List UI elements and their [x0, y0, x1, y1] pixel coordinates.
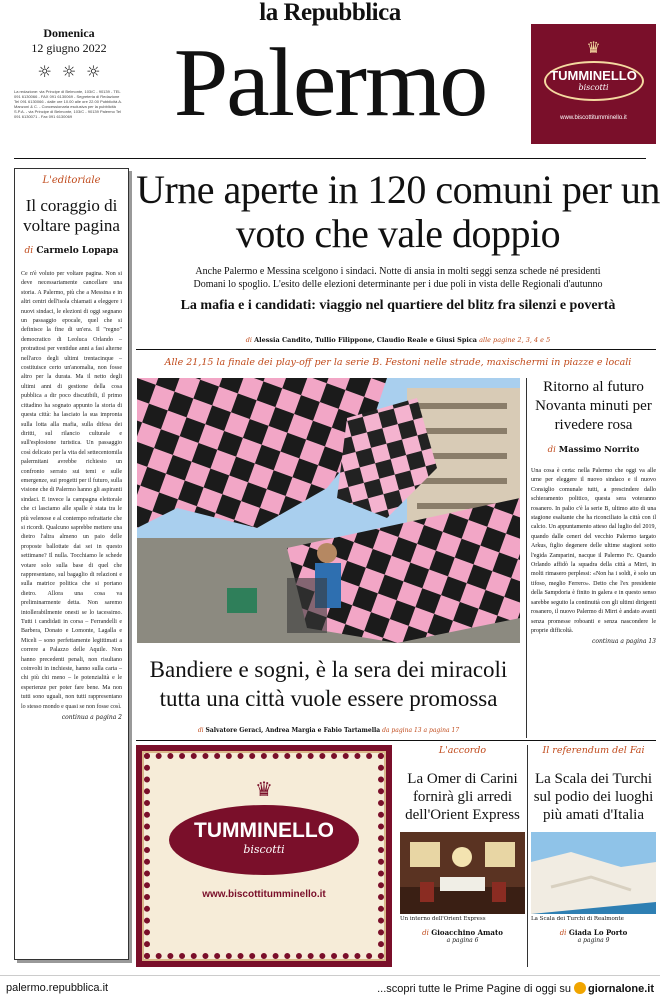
footer-promo-site[interactable]: giornalone.it — [588, 983, 654, 995]
ad-brand: TUMMINELLO — [194, 819, 334, 842]
ad-brand: TUMMINELLO — [550, 68, 637, 83]
byline-pages: da pagina 13 a pagina 17 — [382, 727, 460, 734]
edition-title: Palermo — [173, 29, 487, 137]
box-title[interactable]: La Scala dei Turchi sul podio dei luoghi più amati d'Italia — [533, 771, 654, 823]
lead-summary-2: Domani lo spoglio. L'esito delle elezioni determinante per i due poli in vista delle Regionali d'autunno — [193, 279, 603, 290]
ad-bottom-tumminello[interactable] — [136, 745, 392, 967]
ad-sub: biscotti — [578, 83, 609, 92]
sun-icon: ☼ — [37, 62, 52, 81]
box-accordo — [400, 745, 525, 944]
byline-names: Salvatore Geraci, Andrea Margia e Fabio Tartamella — [205, 727, 381, 734]
lead-byline — [136, 336, 660, 344]
editorial-column — [14, 168, 129, 960]
lead-summary-1: Anche Palermo e Messina scelgono i sindaci. Notte di ansia in molti seggi senza schede né presidenti — [195, 266, 601, 277]
author-name: Giada Lo Porto — [568, 928, 628, 937]
sidebar-author — [531, 445, 656, 455]
flags-illustration — [137, 378, 520, 643]
author-name: Gioacchino Amato — [431, 928, 503, 937]
ad-logo — [169, 805, 359, 875]
box-page[interactable]: a pagina 6 — [446, 937, 479, 944]
scala-dei-turchi-photo[interactable] — [531, 832, 656, 914]
footer-bar — [0, 975, 660, 1000]
author-name: Carmelo Lopapa — [36, 246, 119, 256]
box-author — [531, 928, 656, 937]
box-caption: Un interno dell'Orient Express — [400, 916, 486, 922]
editorial-continues[interactable]: continua a pagina 2 — [61, 714, 122, 722]
paper-name: la Repubblica — [259, 0, 401, 26]
ad-frame — [144, 753, 384, 959]
byline-prefix: di — [197, 727, 204, 734]
weather-row — [14, 62, 124, 81]
redazione-smallprint: La redazione: via Principe di Belmonte, 103/C - 90139 - TEL 091 6130066 - FAX 091 6130069 - Segreteria di Redazione Tel 091 6130066 - dalle ore 10.00 alle ore 22.00 Pubblicità A. Manzoni & C. - Concessionaria esclusiva per la pubblicità S.P.A. - via Principe di Belmonte, 103/C - 90139 Palermo Tel 091 6130071 - Fax 091 6130069 — [14, 89, 123, 119]
box-kicker: Il referendum del Fai — [542, 745, 645, 756]
main-photo-flags[interactable] — [137, 378, 520, 643]
ad-top-tumminello[interactable] — [531, 24, 656, 144]
author-prefix: di — [559, 929, 567, 937]
train-interior-illustration — [400, 832, 525, 914]
sidebar-story — [531, 378, 656, 645]
date-label: 12 giugno 2022 — [31, 41, 107, 55]
author-name: Massimo Norrito — [558, 445, 640, 455]
sidebar-continues[interactable]: continua a pagina 13 — [591, 638, 656, 646]
ad-url[interactable]: www.biscottitumminello.it — [560, 115, 627, 121]
orient-express-photo[interactable] — [400, 832, 525, 914]
crown-icon: ♛ — [586, 38, 601, 57]
photo-column-divider — [526, 378, 527, 738]
author-prefix: di — [24, 246, 34, 256]
footer-promo[interactable] — [377, 982, 654, 994]
sidebar-body: Una cosa è certa: nella Palermo che oggi va alle urne per eleggere il nuovo sindaco e il nuovo Consiglio comunale tutti, a prescindere dallo schieramento politico, questa sera voteranno rosanero. In palio c'è la serie B, ultimo atto di una stagione esaltante che ha riconciliato la città con il calcio. Un appuntamento atteso dal luglio del 2019, quando dalle ceneri del vecchio Palermo targato Arkus, figlio degenere delle ultime stagioni sotto l'egida Zamparini, nacque il Palermo Fc. Quando Orlando affidò la squadra della città a Mirri, in molti rimasero perplessi: «Non ha i soldi, è solo un tifoso, meglio Ferrero». Detto che l'ex presidente della Sampdoria è finito in galera e in questo senso sarebbe seguito la continuità con gli ultimi dirigenti rosanero, il nuovo Palermo di Mirri è andato avanti senza promesse roboanti e senza nascondere le proprie difficoltà. — [531, 468, 656, 634]
bottom-divider — [136, 740, 656, 741]
ad-sub: biscotti — [243, 843, 285, 856]
cliff-illustration — [531, 832, 656, 914]
editorial-author — [21, 246, 122, 256]
day-label: Domenica — [43, 26, 95, 40]
byline-names: Alessia Candito, Tullio Filippone, Claudio Reale e Giusi Spica — [254, 336, 478, 344]
lead-divider — [136, 349, 656, 350]
ad-logo — [544, 61, 644, 101]
photo-headline[interactable]: Bandiere e sogni, è la sera dei miracoli tutta una città vuole essere promossa — [149, 657, 508, 711]
editorial-kicker: L'editoriale — [42, 175, 101, 186]
byline-prefix: di — [245, 336, 253, 344]
ad-url[interactable]: www.biscottitumminello.it — [202, 889, 326, 900]
editorial-body: Ce n'è voluto per voltare pagina. Non si deve necessariamente cancellare una storia. A Palermo, più che a Messina e in altri centri dell'isola chiamati a eleggere i nuovi sindaci, le elezioni di oggi segnano un passaggio epocale, quel che si definisce la fine di un'era. Il "regno" democratico di Leoluca Orlando – protrattosi per ventidue anni a fasi alterne nell'arco degli ultimi trentacinque – costituisce certo un'anomalia, non fosse altro per la durata. Ma il netto degli ultimi anni di gestione della cosa pubblica a dir poco discutibili, il primo cittadino ha sognato appunto la storia di questa città: ha lasciato la sua impronta sulla lotta alla mafia, sulla difesa dei diritti, sul rilancio culturale e sull'esplosione turistica. Un passaggio così delicato per la vita del settecentomila palermitani avrebbe richiesto un confronto serrato sui temi e sulle emergenze, sui progetti per il futuro, sulla visione che di Palermo hanno gli aspiranti sindaci. E invece la campagna elettorale che ci lasciamo alle spalle è stata tra le più velenose e al contempo refrattarie che si ricordi. Qualcuno saprebbe mettere una dietro l'altra almeno un paio delle proposte ballottate dai sei in questo settimane? Il nulla. Tocchiamo le schede votare solo sulla base di quel che rappresentano, sul bagaglio di relazioni e sulla matrice politica che si portano dietro. Allora una cosa va preliminarmente detta. Non saremo intollerabilmente onesti se lo tacessimo. Tutti i candidati in corsa – Ferrandelli e Barbera, Donato e Lomonte, Lagalla e Miceli – sono perfettamente legittimati a correre a Palazzo delle Aquile. Non hanno precedenti penali, non risultano coinvolti in inchieste, hanno sulla carta – chi più chi meno – le potenzialità e le esperienze per poter fare bene. Ma non tutti sono uguali, non tutti rappresentano lo stesso mondo e quasi se non fosse così. — [21, 271, 122, 710]
footer-site-link[interactable]: palermo.repubblica.it — [6, 982, 109, 994]
sun-icon: ☼ — [61, 62, 77, 81]
box-title[interactable]: La Omer di Carini fornirà gli arredi dell'Orient Express — [405, 771, 520, 823]
footer-promo-text: ...scopri tutte le Prime Pagine di oggi su — [377, 983, 571, 995]
masthead-divider — [14, 158, 646, 159]
box-divider — [527, 745, 528, 967]
date-weather-box — [14, 26, 124, 156]
editorial-title[interactable]: Il coraggio di voltare pagina — [23, 196, 120, 235]
sidebar-title[interactable]: Ritorno al futuro Novanta minuti per rivedere rosa — [535, 379, 652, 433]
byline-pages: alle pagine 2, 3, 4 e 5 — [479, 336, 551, 344]
lead-headline[interactable]: Urne aperte in 120 comuni per un voto che vale doppio — [136, 167, 660, 256]
box-author — [400, 928, 525, 937]
sun-icon: ☼ — [86, 62, 101, 81]
masthead-paper — [0, 0, 660, 26]
box-caption: La Scala dei Turchi di Realmonte — [531, 916, 624, 922]
box-page[interactable]: a pagina 9 — [577, 937, 610, 944]
lead-summary — [136, 265, 660, 291]
photo-kicker: Alle 21,15 la finale dei play-off per la serie B. Festoni nelle strade, maxischermi in piazze e locali — [164, 357, 632, 368]
author-prefix: di — [422, 929, 429, 937]
box-kicker: L'accordo — [438, 745, 487, 756]
box-referendum — [531, 745, 656, 944]
crown-icon: ♛ — [255, 777, 273, 801]
giornalone-logo-icon — [574, 982, 586, 994]
photo-byline — [136, 727, 521, 734]
author-prefix: di — [547, 445, 556, 455]
lead-subhead[interactable]: La mafia e i candidati: viaggio nel quartiere del blitz fra silenzi e povertà — [180, 298, 616, 313]
